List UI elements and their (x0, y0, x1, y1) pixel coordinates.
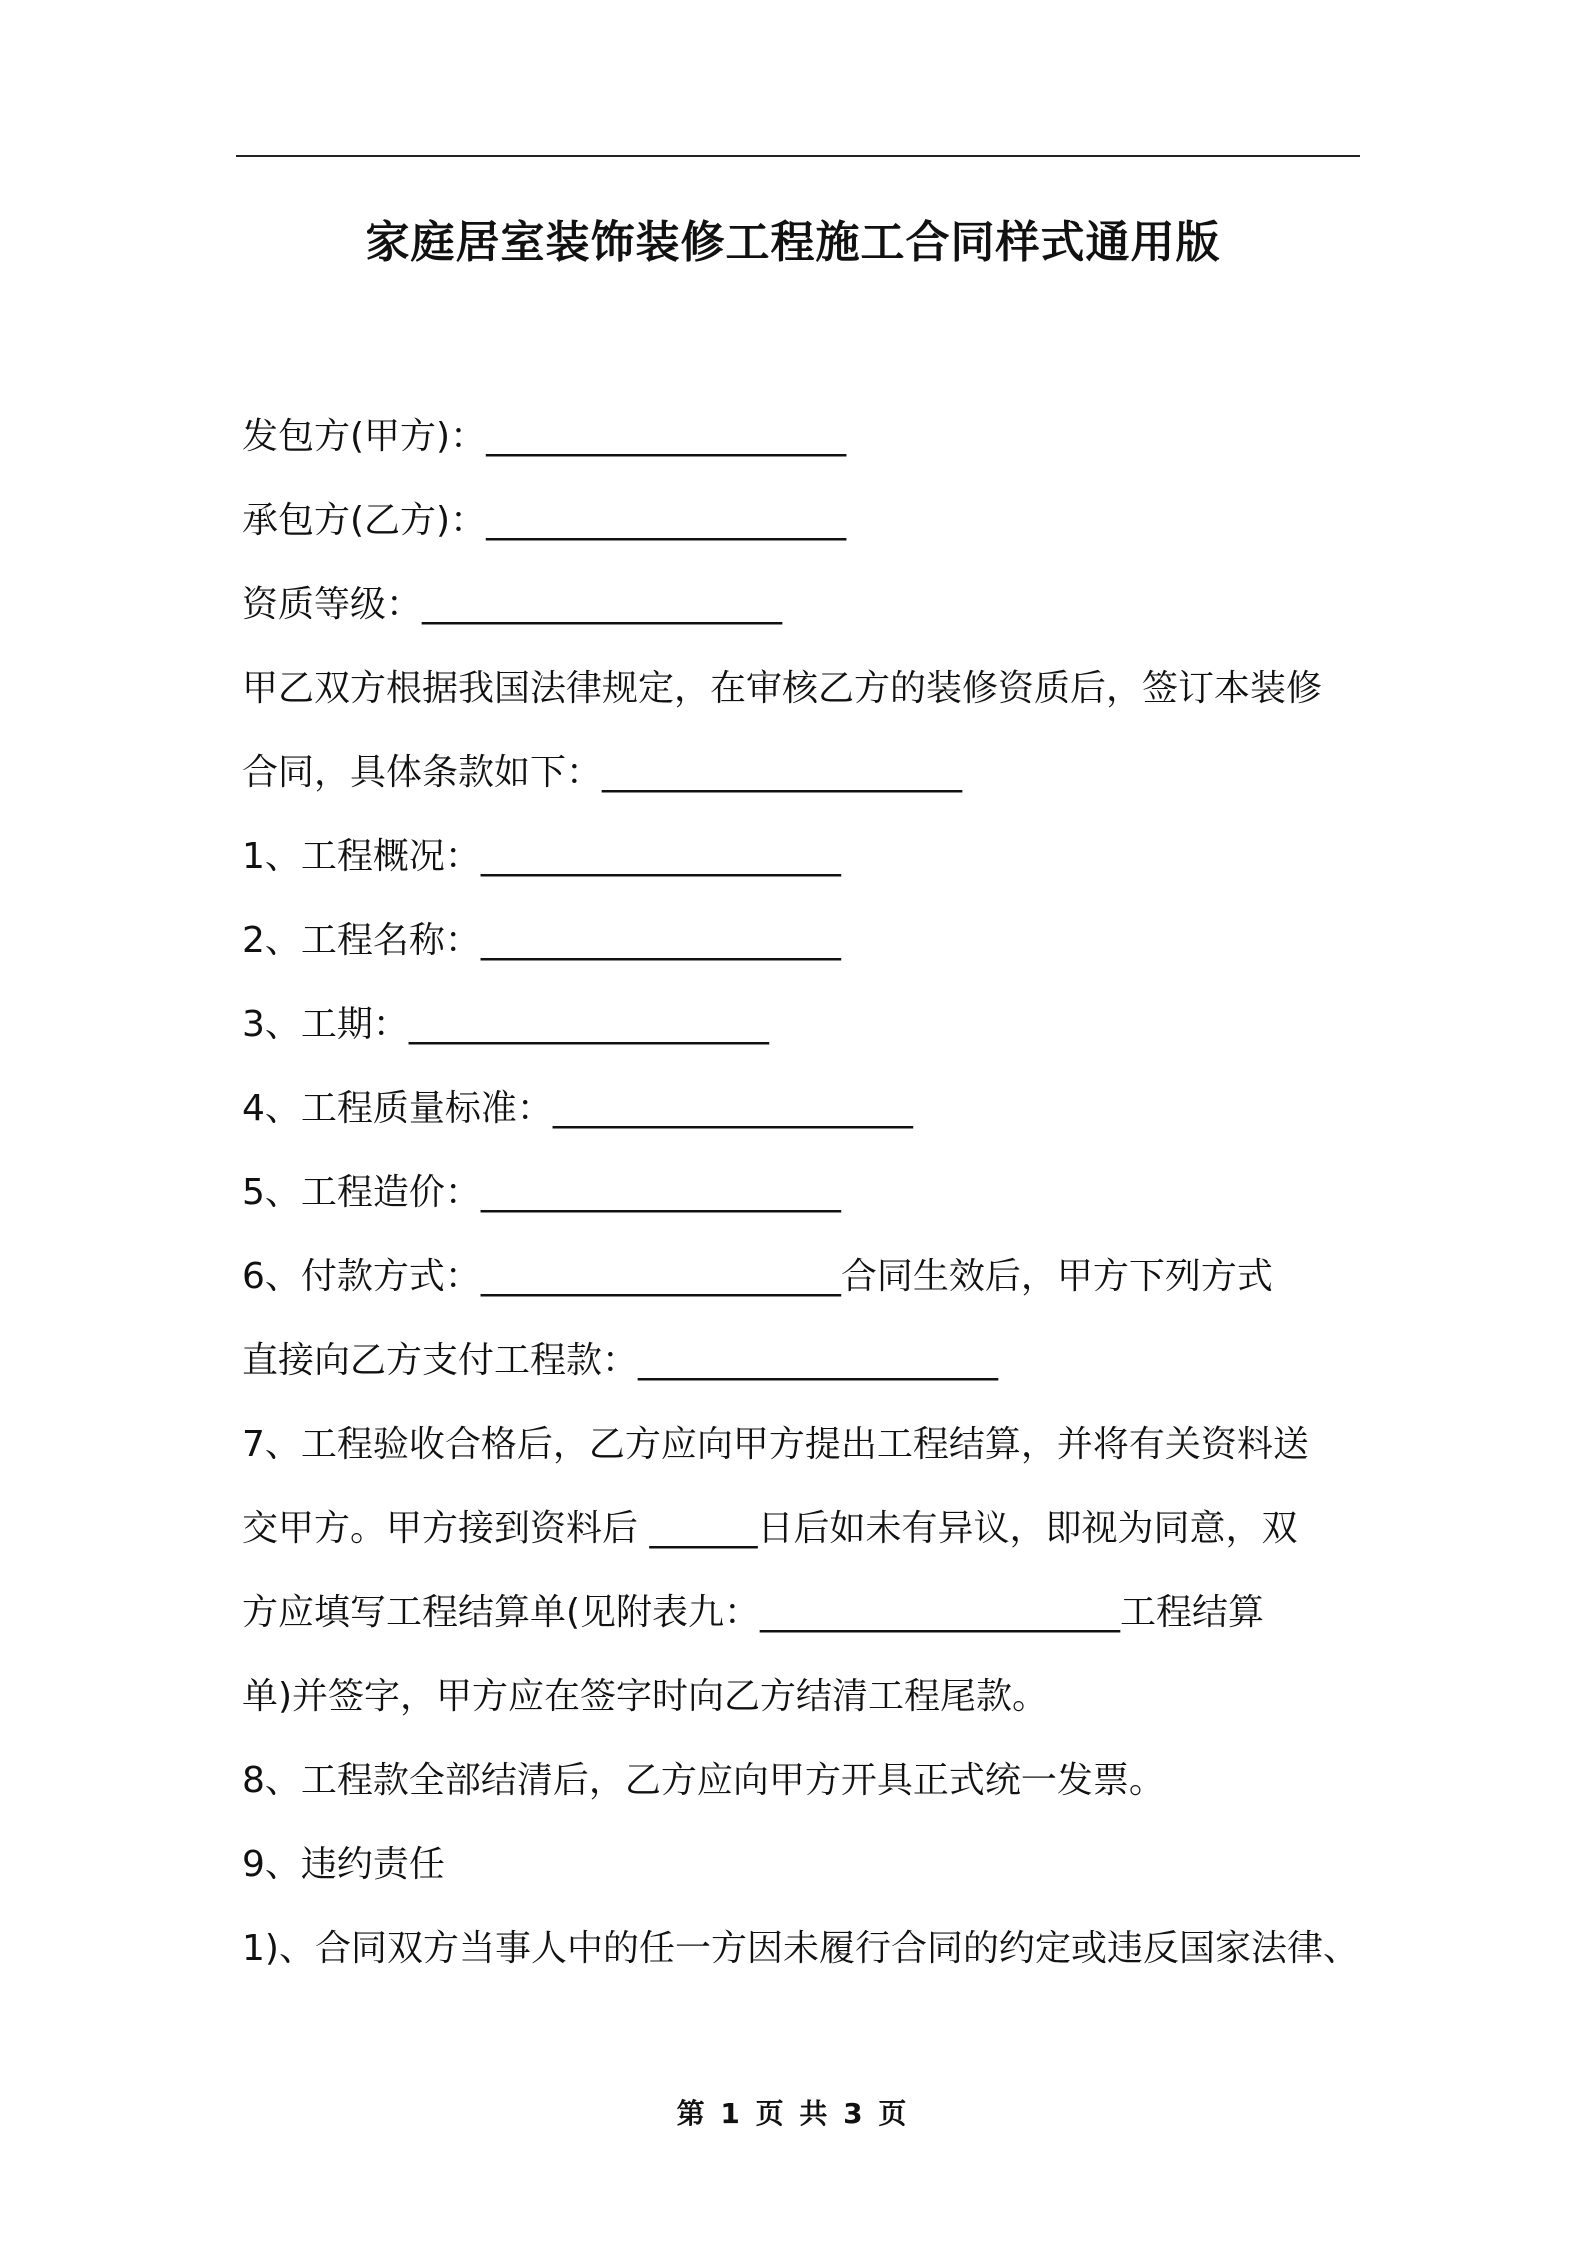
paragraph-intro-line-1: 甲乙双方根据我国法律规定，在审核乙方的装修资质后，签订本装修 (242, 668, 1323, 709)
clause-1-overview: 1、工程概况：____________________ (242, 836, 841, 877)
clause-7-acceptance-line-2: 交甲方。甲方接到资料后 ______日后如未有异议，即视为同意，双 (242, 1508, 1298, 1549)
field-qualification: 资质等级：____________________ (242, 584, 783, 625)
field-party-a: 发包方(甲方)：____________________ (242, 416, 847, 457)
document-title: 家庭居室装饰装修工程施工合同样式通用版 (365, 217, 1221, 268)
clause-5-cost: 5、工程造价：____________________ (242, 1172, 841, 1213)
clause-6-payment-line-2: 直接向乙方支付工程款：____________________ (242, 1340, 999, 1381)
clause-8-invoice: 8、工程款全部结清后，乙方应向甲方开具正式统一发票。 (242, 1760, 1165, 1801)
clause-7-acceptance-line-4: 单)并签字，甲方应在签字时向乙方结清工程尾款。 (242, 1676, 1049, 1717)
page-number-footer: 第 1 页 共 3 页 (676, 2097, 910, 2130)
document-body (242, 395, 1372, 1991)
clause-2-project-name: 2、工程名称：____________________ (242, 920, 841, 961)
clause-6-payment-line-1: 6、付款方式：____________________合同生效后，甲方下列方式 (242, 1256, 1273, 1297)
header-rule (236, 155, 1360, 157)
paragraph-intro-line-2: 合同，具体条款如下：____________________ (242, 752, 963, 793)
clause-4-quality: 4、工程质量标准：____________________ (242, 1088, 913, 1129)
clause-7-acceptance-line-3: 方应填写工程结算单(见附表九：____________________工程结算 (242, 1592, 1265, 1633)
field-party-b: 承包方(乙方)：____________________ (242, 500, 847, 541)
clause-9-liability: 9、违约责任 (242, 1844, 445, 1885)
clause-3-duration: 3、工期：____________________ (242, 1004, 769, 1045)
clause-7-acceptance-line-1: 7、工程验收合格后，乙方应向甲方提出工程结算，并将有关资料送 (242, 1424, 1309, 1465)
clause-9-sub-1: 1)、合同双方当事人中的任一方因未履行合同的约定或违反国家法律、 (242, 1928, 1359, 1969)
